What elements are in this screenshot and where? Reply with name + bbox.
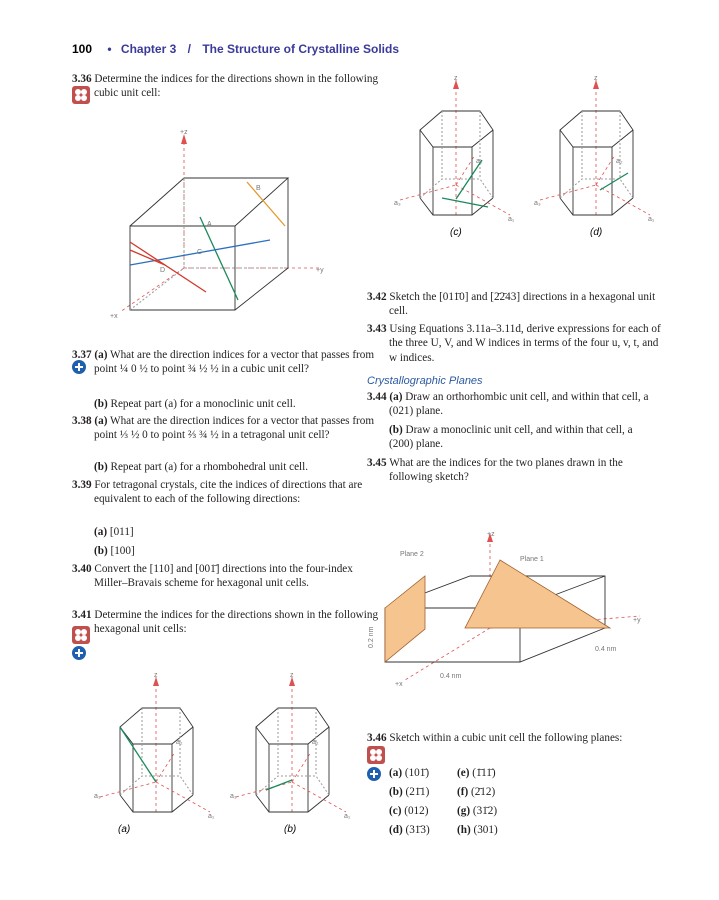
problem-3-37a: 3.37 (a) What are the direction indices for a vector that passes from point ¼ 0 ½ to point ¾ ½ ½ in a cubic unit cell? xyxy=(72,349,375,376)
list-item: (e) (1̄11̄) xyxy=(457,767,496,779)
svg-text:a₁: a₁ xyxy=(344,813,351,820)
list-item: (h) (301) xyxy=(457,824,498,836)
problem-3-40: 3.40 Convert the [110] and [001̄] directions into the four-index Miller–Bravais scheme for hexagonal unit cells. xyxy=(72,563,353,590)
svg-text:a₂: a₂ xyxy=(476,158,483,165)
svg-text:a₂: a₂ xyxy=(616,158,623,165)
section-heading: Crystallographic Planes xyxy=(367,375,483,387)
chapter-label: Chapter 3 xyxy=(120,42,177,56)
arrow-A xyxy=(200,217,238,300)
cubic-unit-cell-figure xyxy=(110,122,340,322)
list-item: (a) (101̄) xyxy=(389,767,430,779)
list-item: (b) (21̄1) xyxy=(389,786,430,798)
problem-3-38b: (b) Repeat part (a) for a rhombohedral unit cell. xyxy=(94,461,309,473)
running-header: 100 • Chapter 3 / The Structure of Crystalline Solids xyxy=(72,42,400,56)
problem-3-43: 3.43 Using Equations 3.11a–3.11d, derive expressions for each of the three U, V, and W indices in terms of the four u, v, t, and w indices. xyxy=(367,323,661,364)
problem-3-39b: (b) [100] xyxy=(94,545,135,557)
problem-3-37b: (b) Repeat part (a) for a monoclinic unit cell. xyxy=(94,398,296,410)
problem-3-38a: 3.38 (a) What are the direction indices for a vector that passes from point ⅓ ½ 0 to point ⅔ ¾ ½ in a tetragonal unit cell? xyxy=(72,415,375,442)
arrow-D xyxy=(130,250,165,265)
svg-text:+y: +y xyxy=(633,617,641,624)
arrow-label-C: C xyxy=(197,249,203,256)
svg-text:z: z xyxy=(154,672,158,679)
list-item: (f) (2̄12) xyxy=(457,786,496,798)
list-item: (g) (31̄2) xyxy=(457,805,498,817)
svg-text:+z: +z xyxy=(487,531,495,538)
problem-3-39a: (a) [011] xyxy=(94,526,134,538)
svg-text:a₃: a₃ xyxy=(394,200,401,207)
video-tutorial-icon[interactable] xyxy=(367,746,385,764)
hex-cells-ab-figure xyxy=(80,672,360,840)
caption-a: (a) xyxy=(118,824,131,835)
problem-3-46: 3.46 Sketch within a cubic unit cell the following planes: xyxy=(367,732,623,744)
caption-d: (d) xyxy=(590,227,603,238)
problem-3-45: 3.45 What are the indices for the two planes drawn in the following sketch? xyxy=(367,457,623,484)
hex-c-z-label: z xyxy=(454,75,458,82)
arrow-label-A: A xyxy=(207,221,212,228)
svg-text:a₁: a₁ xyxy=(648,216,655,223)
chapter-title: The Structure of Crystalline Solids xyxy=(202,42,400,56)
svg-text:a₃: a₃ xyxy=(534,200,541,207)
list-item: (c) (012) xyxy=(389,805,429,817)
caption-c: (c) xyxy=(450,227,462,238)
problem-3-41: 3.41 Determine the indices for the directions shown in the following hexagonal unit cells: xyxy=(72,609,379,636)
problem-3-44b: (b) Draw a monoclinic unit cell, and within that cell, a (200) plane. xyxy=(389,424,633,451)
arrow-B xyxy=(247,182,285,226)
svg-text:a₂: a₂ xyxy=(312,739,319,746)
svg-text:a₃: a₃ xyxy=(230,793,237,800)
page-number: 100 xyxy=(72,42,93,56)
plus-icon[interactable] xyxy=(367,767,381,781)
svg-text:0.2 nm: 0.2 nm xyxy=(368,626,375,648)
svg-text:a₁: a₁ xyxy=(208,813,215,820)
svg-text:a₃: a₃ xyxy=(94,793,101,800)
svg-text:a₁: a₁ xyxy=(508,216,515,223)
problem-3-36: 3.36 Determine the indices for the directions shown in the following cubic unit cell: xyxy=(72,73,379,100)
plane-2-label: Plane 2 xyxy=(400,551,424,558)
plane-1 xyxy=(465,560,610,628)
svg-text:+x: +x xyxy=(395,681,403,688)
caption-b: (b) xyxy=(284,824,297,835)
hex-d-z-label: z xyxy=(594,75,598,82)
planes-sketch-figure xyxy=(365,528,655,690)
hex-cells-cd-figure xyxy=(380,75,660,245)
axis-z-label: +z xyxy=(180,129,188,136)
problem-3-39: 3.39 For tetragonal crystals, cite the indices of directions that are equivalent to each of the following directions: xyxy=(72,479,363,506)
plane-1-label: Plane 1 xyxy=(520,556,544,563)
plane-2 xyxy=(385,576,425,662)
svg-text:0.4 nm: 0.4 nm xyxy=(595,646,617,653)
axis-y-label: +y xyxy=(316,267,324,274)
axis-x-label: +x xyxy=(110,313,118,320)
arrow-label-D: D xyxy=(160,267,166,274)
list-item: (d) (31̄3) xyxy=(389,824,430,836)
svg-text:z: z xyxy=(290,672,294,679)
problem-3-44a: 3.44 (a) Draw an orthorhombic unit cell, and within that cell, a (021) plane. xyxy=(367,391,649,418)
arrow-label-B: B xyxy=(256,185,261,192)
problem-3-42: 3.42 Sketch the [011̄0] and [2̄2̄43] directions in a hexagonal unit cell. xyxy=(367,291,656,318)
svg-text:a₂: a₂ xyxy=(176,739,183,746)
svg-text:0.4 nm: 0.4 nm xyxy=(440,673,462,680)
plus-icon[interactable] xyxy=(72,646,86,660)
